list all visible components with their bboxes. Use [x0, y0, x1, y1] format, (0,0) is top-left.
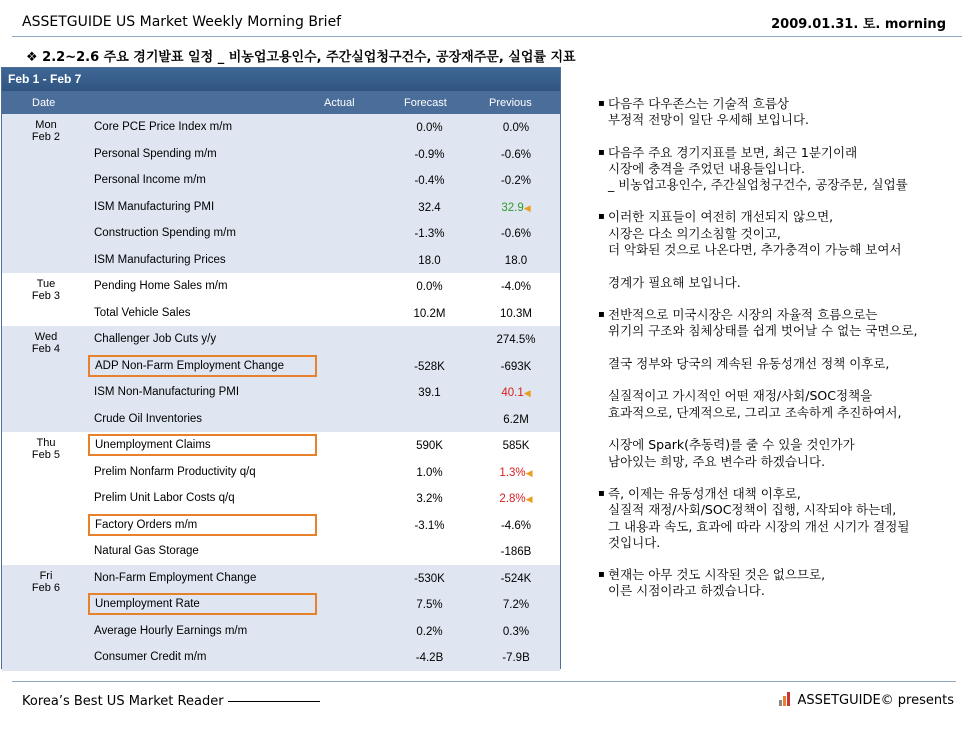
section-subtitle: ❖ 2.2~2.6 주요 경기발표 일정 _ 비농업고용인수, 주간실업청구건수, 공장재주문, 실업률 지표	[26, 50, 576, 65]
event-name: Prelim Unit Labor Costs q/q	[94, 492, 235, 504]
day-date: Feb 6	[31, 581, 61, 594]
event-forecast: 0.0%	[416, 122, 443, 134]
note-bullet: ▪ 다음주 주요 경기지표를 보면, 최근 1분기이래 시장에 충격을 주었던 내용들입니다. _ 비농업고용인수, 주간실업청구건수, 공장주문, 실업률	[598, 145, 968, 194]
note-bullet: ▪ 다음주 다우존스는 기술적 흐름상 부정적 전망이 일단 우세해 보입니다.	[598, 96, 968, 129]
event-name: Average Hourly Earnings m/m	[94, 624, 248, 637]
column-date: Date	[32, 97, 56, 109]
note-bullet: ▪ 즉, 이제는 유동성개선 대책 이후로, 실질적 재정/사회/SOC정책이 집행, 시작되야 하는데, 그 내용과 속도, 효과에 따라 시장의 개선 시기가 결정될 것입니다.	[598, 486, 968, 551]
event-forecast: 0.0%	[416, 281, 443, 293]
event-previous	[476, 599, 556, 611]
day-group	[2, 114, 560, 273]
day-name: Fri	[39, 569, 53, 582]
event-previous	[476, 122, 556, 134]
commentary-notes	[598, 96, 968, 600]
event-previous	[476, 334, 556, 346]
event-forecast: -0.9%	[414, 148, 445, 161]
day-date: Feb 4	[31, 343, 61, 355]
event-name: Crude Oil Inventories	[94, 412, 203, 425]
revision-arrow-icon: ◀	[525, 467, 533, 478]
event-row	[2, 485, 560, 512]
event-row	[2, 141, 560, 168]
event-forecast: -4.2B	[415, 652, 444, 664]
event-row	[2, 167, 560, 194]
day-date: Feb 5	[31, 449, 61, 461]
event-forecast: -528K	[414, 360, 445, 373]
event-forecast: 590K	[416, 440, 443, 452]
event-previous-value: -4.0%	[500, 281, 532, 293]
calendar-range-header: Feb 1 - Feb 7	[2, 68, 560, 91]
note-bullet: ▪ 이러한 지표들이 여전히 개선되지 않으면, 시장은 다소 의기소침할 것이고, 더 악화된 것으로 나온다면, 추가충격이 가능해 보여서 경계가 필요해 보입니다.	[598, 209, 968, 290]
event-forecast: 32.4	[418, 201, 441, 214]
economic-calendar	[1, 67, 561, 669]
day-group	[2, 273, 560, 326]
column-previous: Previous	[489, 97, 532, 109]
event-name: Construction Spending m/m	[94, 227, 236, 239]
event-row	[2, 618, 560, 645]
event-row	[2, 512, 560, 539]
event-forecast: -1.3%	[414, 228, 445, 240]
event-previous	[476, 414, 556, 426]
event-row	[2, 432, 560, 459]
event-forecast: 10.2M	[413, 307, 446, 320]
event-previous	[476, 281, 556, 293]
event-name-highlighted: Unemployment Rate	[88, 593, 317, 615]
event-previous-value: 18.0	[504, 254, 528, 267]
report-header-title: ASSETGUIDE US Market Weekly Morning Brief	[22, 14, 342, 30]
event-forecast: 1.0%	[416, 466, 443, 479]
footer-brand	[779, 692, 954, 708]
revision-arrow-icon: ◀	[523, 388, 531, 398]
event-row	[2, 326, 560, 353]
footer-divider	[12, 681, 956, 682]
event-forecast: 7.5%	[416, 599, 443, 611]
day-name: Mon	[35, 119, 57, 131]
note-bullet: ▪ 현재는 아무 것도 시작된 것은 없으므로, 이른 시점이라고 하겠습니다.	[598, 567, 968, 600]
event-row	[2, 565, 560, 592]
footer-brand-text: ASSETGUIDE© presents	[797, 693, 954, 708]
event-previous	[476, 467, 556, 479]
event-previous-value: 10.3M	[500, 307, 532, 320]
event-name: ISM Manufacturing Prices	[94, 253, 226, 266]
event-name: Total Vehicle Sales	[94, 306, 191, 319]
event-previous	[476, 573, 556, 585]
event-forecast: 18.0	[418, 254, 441, 267]
note-spacer	[598, 129, 968, 145]
event-forecast: 3.2%	[416, 493, 443, 505]
note-bullet: ▪ 전반적으로 미국시장은 시장의 자율적 흐름으로는 위기의 구조와 침체상태를 쉽게 벗어날 수 없는 국면으로, 결국 정부와 당국의 계속된 유동성개선 정책 이후로, 실질적이고 가시적인 어떤 재정/사회/SOC정책을 효과적으로, 단계적으로, 그리고 조속하게 추진하여서, 시장에 Spark(추동력)를 줄 수 있을 것인가가 남아있는 희망, 주요 변수라 하겠습니다.	[598, 307, 968, 470]
event-previous-value: -0.2%	[500, 175, 532, 187]
event-previous-value: 274.5%	[496, 334, 536, 346]
brand-logo-icon	[779, 692, 793, 706]
header-divider	[12, 36, 962, 37]
event-row	[2, 591, 560, 618]
event-previous	[476, 361, 556, 373]
event-row	[2, 220, 560, 247]
note-spacer	[598, 470, 968, 486]
event-name: ISM Manufacturing PMI	[94, 200, 215, 213]
event-row	[2, 644, 560, 671]
event-row	[2, 538, 560, 565]
event-previous	[476, 626, 556, 638]
event-previous	[476, 255, 556, 267]
event-name: Personal Income m/m	[94, 174, 206, 186]
event-forecast: -3.1%	[414, 519, 445, 532]
event-previous-value: 1.3%	[499, 466, 526, 479]
calendar-body	[2, 114, 560, 671]
event-forecast: -0.4%	[414, 175, 445, 187]
event-row	[2, 114, 560, 141]
event-name: Non-Farm Employment Change	[94, 571, 257, 584]
event-previous	[476, 149, 556, 161]
event-previous	[476, 493, 556, 505]
note-spacer	[598, 193, 968, 209]
event-row	[2, 273, 560, 300]
day-name: Tue	[36, 278, 56, 290]
day-name: Wed	[34, 331, 58, 343]
note-spacer	[598, 551, 968, 567]
event-row	[2, 459, 560, 486]
event-name-highlighted: ADP Non-Farm Employment Change	[88, 355, 317, 377]
footer-tagline-text: Korea’s Best US Market Reader	[22, 694, 224, 709]
event-previous-value: -7.9B	[502, 652, 530, 664]
event-row	[2, 406, 560, 433]
event-previous-value: 7.2%	[502, 599, 530, 611]
event-previous	[476, 308, 556, 320]
event-name: Prelim Nonfarm Productivity q/q	[94, 465, 256, 478]
event-name-highlighted: Unemployment Claims	[88, 434, 317, 456]
revision-arrow-icon: ◀	[523, 202, 531, 213]
footer-tagline	[22, 694, 320, 709]
event-previous-value: -186B	[500, 546, 532, 558]
event-previous-value: -524K	[500, 572, 532, 585]
event-previous	[476, 520, 556, 532]
event-row	[2, 379, 560, 406]
event-previous-value: 32.9	[501, 201, 524, 214]
note-spacer	[598, 291, 968, 307]
revision-arrow-icon: ◀	[525, 494, 533, 504]
event-name: Consumer Credit m/m	[94, 651, 207, 663]
event-name-highlighted: Factory Orders m/m	[88, 514, 317, 536]
event-previous-value: 585K	[502, 440, 530, 452]
event-forecast: 39.1	[418, 387, 441, 399]
event-previous	[476, 175, 556, 187]
calendar-column-headers	[2, 91, 560, 114]
event-previous-value: 0.0%	[502, 122, 530, 134]
day-group	[2, 326, 560, 432]
event-name: Natural Gas Storage	[94, 545, 199, 557]
event-name: Pending Home Sales m/m	[94, 280, 228, 292]
day-group	[2, 432, 560, 565]
day-group	[2, 565, 560, 671]
event-previous-value: -4.6%	[500, 519, 532, 532]
footer-rule	[228, 701, 320, 702]
event-previous-value: 0.3%	[502, 625, 530, 638]
event-name: Personal Spending m/m	[94, 147, 217, 160]
event-previous-value: 6.2M	[503, 413, 529, 426]
event-previous	[476, 546, 556, 558]
day-date: Feb 3	[31, 290, 61, 302]
event-forecast: 0.2%	[416, 625, 443, 638]
event-previous	[476, 228, 556, 240]
event-previous-value: 2.8%	[499, 493, 526, 505]
event-previous-value: -0.6%	[500, 228, 532, 240]
event-previous-value: -693K	[500, 360, 532, 373]
event-forecast: -530K	[414, 572, 445, 585]
event-name: Challenger Job Cuts y/y	[94, 333, 217, 345]
event-previous	[476, 440, 556, 452]
event-name: Core PCE Price Index m/m	[94, 121, 233, 133]
event-row	[2, 247, 560, 274]
event-previous-value: 40.1	[501, 387, 524, 399]
event-row	[2, 194, 560, 221]
day-name: Thu	[36, 437, 56, 449]
event-previous	[476, 202, 556, 214]
event-previous	[476, 652, 556, 664]
event-row	[2, 353, 560, 380]
column-forecast: Forecast	[404, 97, 447, 109]
column-actual: Actual	[324, 97, 355, 109]
day-date: Feb 2	[31, 131, 61, 143]
event-previous	[476, 387, 556, 399]
report-date: 2009.01.31. 토. morning	[771, 17, 946, 32]
event-row	[2, 300, 560, 327]
event-name: ISM Non-Manufacturing PMI	[94, 386, 240, 398]
event-previous-value: -0.6%	[500, 148, 532, 161]
